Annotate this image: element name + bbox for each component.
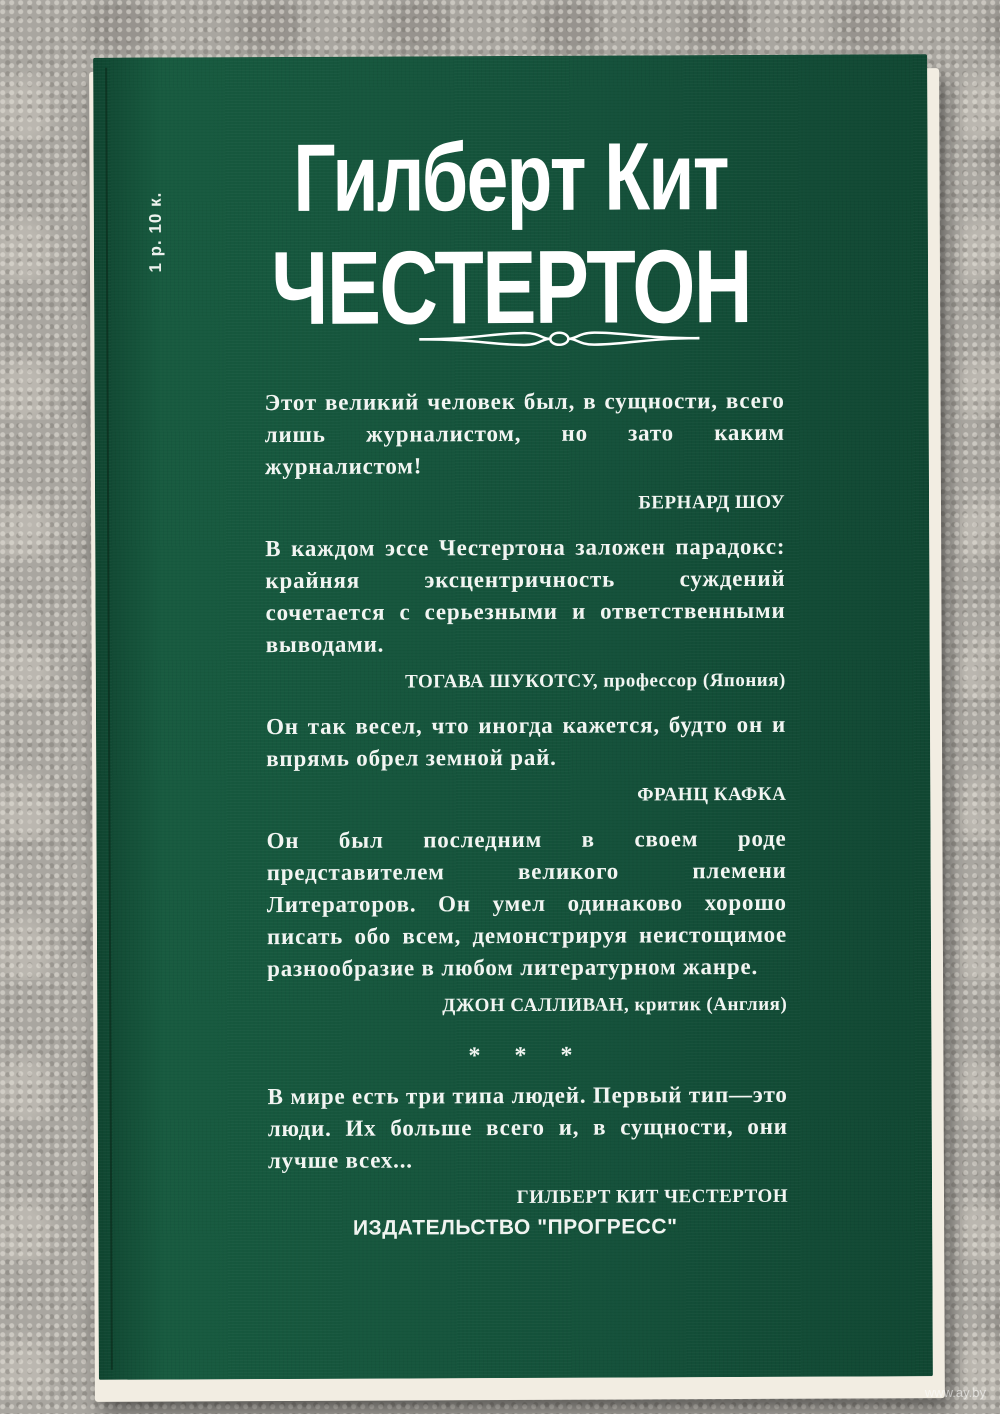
epigraph-text: В мире есть три типа людей. Первый тип—это люди. Их больше всего и, в сущности, они лучше всех... [267, 1081, 788, 1174]
quote-text: В каждом эссе Честертона заложен парадокс: крайняя эксцентричность суждений сочетается с серьезными и ответственными выводами. [265, 533, 786, 658]
quote-text: Он был последним в своем роде представителем великого племени Литераторов. Он умел одинаково хорошо писать обо всем, демонстрируя неистощимое разнообразие в любом литературном жанре. [266, 825, 788, 982]
publisher-name: ИЗДАТЕЛЬСТВО "ПРОГРЕСС" [352, 1215, 678, 1240]
quote-author: ДЖОН САЛЛИВАН, критик (Англия) [442, 993, 788, 1017]
watermark: www.ay.by [924, 1385, 986, 1400]
book-back-cover [93, 54, 933, 1380]
quote-text: Он так весел, что иногда кажется, будто он и впрямь обрел земной рай. [265, 711, 787, 772]
author-first-name: Гилберт Кит [293, 123, 729, 232]
quotes-block [265, 385, 789, 1227]
epigraph-author: ГИЛБЕРТ КИТ ЧЕСТЕРТОН [516, 1185, 789, 1208]
spine-crease [105, 68, 113, 1370]
quote-author: ТОГАВА ШУКОТСУ, профессор (Япония) [405, 669, 786, 693]
section-separator: * * * [468, 1042, 587, 1070]
quote-author: БЕРНАРД ШОУ [638, 491, 786, 514]
author-surname: ЧЕСТЕРТОН [271, 228, 752, 348]
price-label: 1 р. 10 к. [145, 191, 166, 273]
quote-author: ФРАНЦ КАФКА [637, 783, 787, 806]
quote-text: Этот великий человек был, в сущности, всего лишь журналистом, но зато каким журналистом! [264, 387, 785, 480]
ornament-divider [414, 323, 704, 354]
